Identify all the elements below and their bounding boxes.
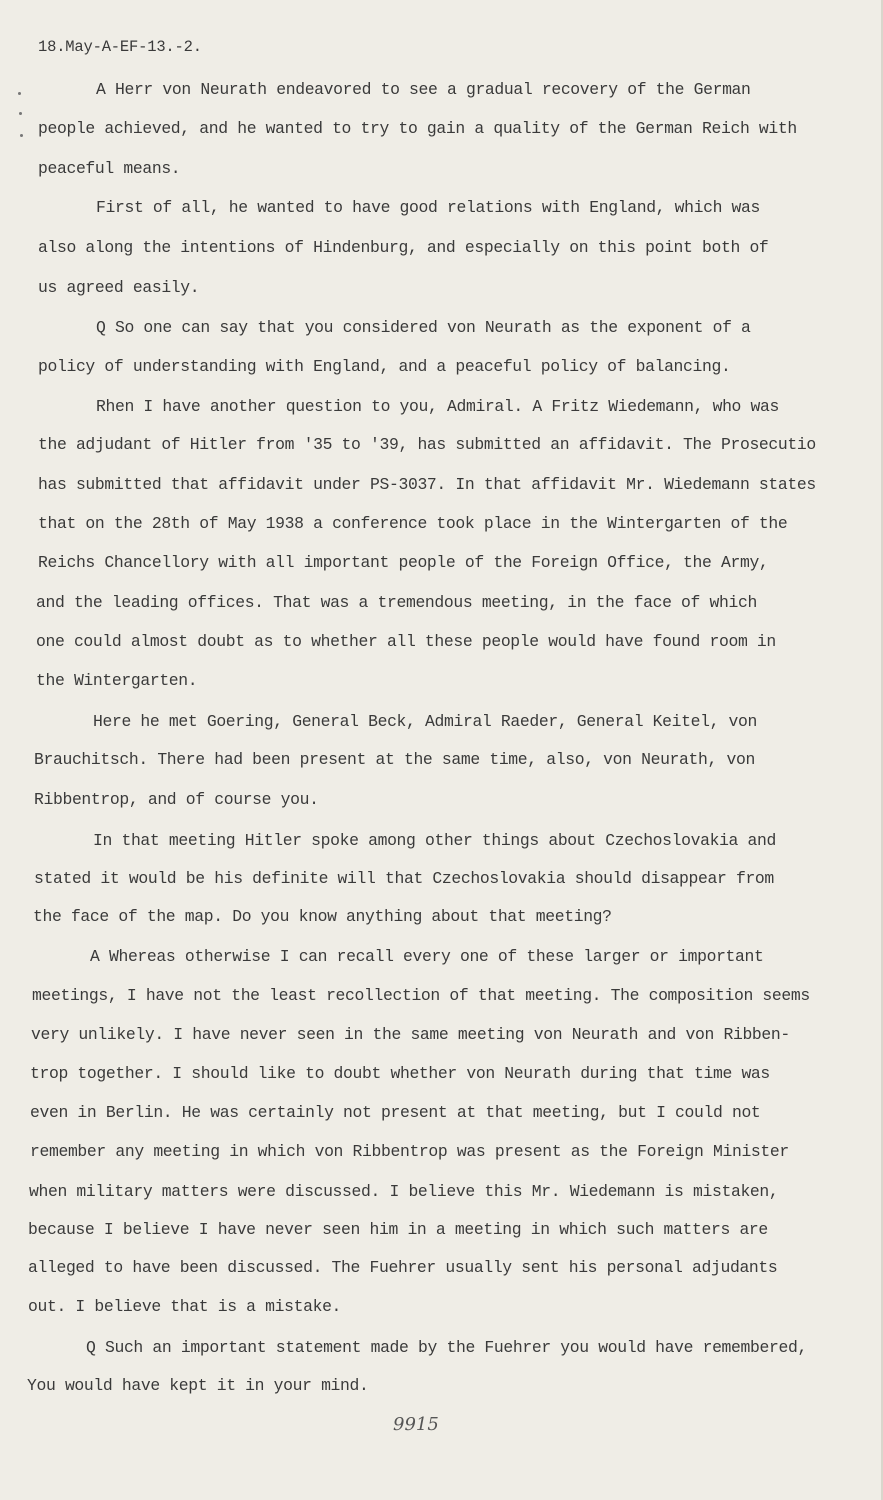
text-line: You would have kept it in your mind. <box>27 1376 369 1395</box>
margin-mark <box>18 92 21 95</box>
text-line: because I believe I have never seen him in a meeting in which such matters are <box>28 1220 768 1239</box>
text-line: Q So one can say that you considered von Neurath as the exponent of a <box>96 318 751 337</box>
text-line: that on the 28th of May 1938 a conference took place in the Wintergarten of the <box>38 514 788 533</box>
text-line: In that meeting Hitler spoke among other things about Czechoslovakia and <box>93 831 776 850</box>
text-line: people achieved, and he wanted to try to gain a quality of the German Reich with <box>38 119 797 138</box>
text-line: the adjudant of Hitler from '35 to '39, has submitted an affidavit. The Prosecutio <box>38 435 816 454</box>
text-line: has submitted that affidavit under PS-3037. In that affidavit Mr. Wiedemann states <box>38 475 816 494</box>
text-line: also along the intentions of Hindenburg, and especially on this point both of <box>38 238 769 257</box>
document-header: 18.May-A-EF-13.-2. <box>38 38 202 56</box>
text-line: Reichs Chancellory with all important people of the Foreign Office, the Army, <box>38 553 769 572</box>
text-line: when military matters were discussed. I believe this Mr. Wiedemann is mistaken, <box>29 1182 779 1201</box>
text-line: trop together. I should like to doubt whether von Neurath during that time was <box>30 1064 770 1083</box>
text-line: Ribbentrop, and of course you. <box>34 790 319 809</box>
text-line: peaceful means. <box>38 159 181 178</box>
text-line: Here he met Goering, General Beck, Admiral Raeder, General Keitel, von <box>93 712 758 731</box>
margin-mark <box>19 112 22 115</box>
text-line: stated it would be his definite will that Czechoslovakia should disappear from <box>34 869 774 888</box>
text-line: A Whereas otherwise I can recall every one of these larger or important <box>90 947 764 966</box>
text-line: the face of the map. Do you know anything about that meeting? <box>33 907 612 926</box>
text-line: Brauchitsch. There had been present at the same time, also, von Neurath, von <box>34 750 755 769</box>
page-number: 9915 <box>393 1414 439 1435</box>
text-line: very unlikely. I have never seen in the same meeting von Neurath and von Ribben- <box>31 1025 790 1044</box>
text-line: meetings, I have not the least recollection of that meeting. The composition seems <box>32 986 810 1005</box>
text-line: policy of understanding with England, and a peaceful policy of balancing. <box>38 357 731 376</box>
text-line: out. I believe that is a mistake. <box>28 1297 342 1316</box>
text-line: remember any meeting in which von Ribbentrop was present as the Foreign Minister <box>30 1142 789 1161</box>
text-line: First of all, he wanted to have good relations with England, which was <box>96 198 761 217</box>
text-line: even in Berlin. He was certainly not present at that meeting, but I could not <box>30 1103 761 1122</box>
text-line: Q Such an important statement made by the Fuehrer you would have remembered, <box>86 1338 807 1357</box>
margin-mark <box>20 134 23 137</box>
text-line: the Wintergarten. <box>36 671 198 690</box>
text-line: us agreed easily. <box>38 278 200 297</box>
text-line: and the leading offices. That was a tremendous meeting, in the face of which <box>36 593 757 612</box>
text-line: A Herr von Neurath endeavored to see a gradual recovery of the German <box>96 80 751 99</box>
text-line: one could almost doubt as to whether all these people would have found room in <box>36 632 776 651</box>
text-line: alleged to have been discussed. The Fuehrer usually sent his personal adjudants <box>28 1258 778 1277</box>
text-line: Rhen I have another question to you, Admiral. A Fritz Wiedemann, who was <box>96 397 779 416</box>
